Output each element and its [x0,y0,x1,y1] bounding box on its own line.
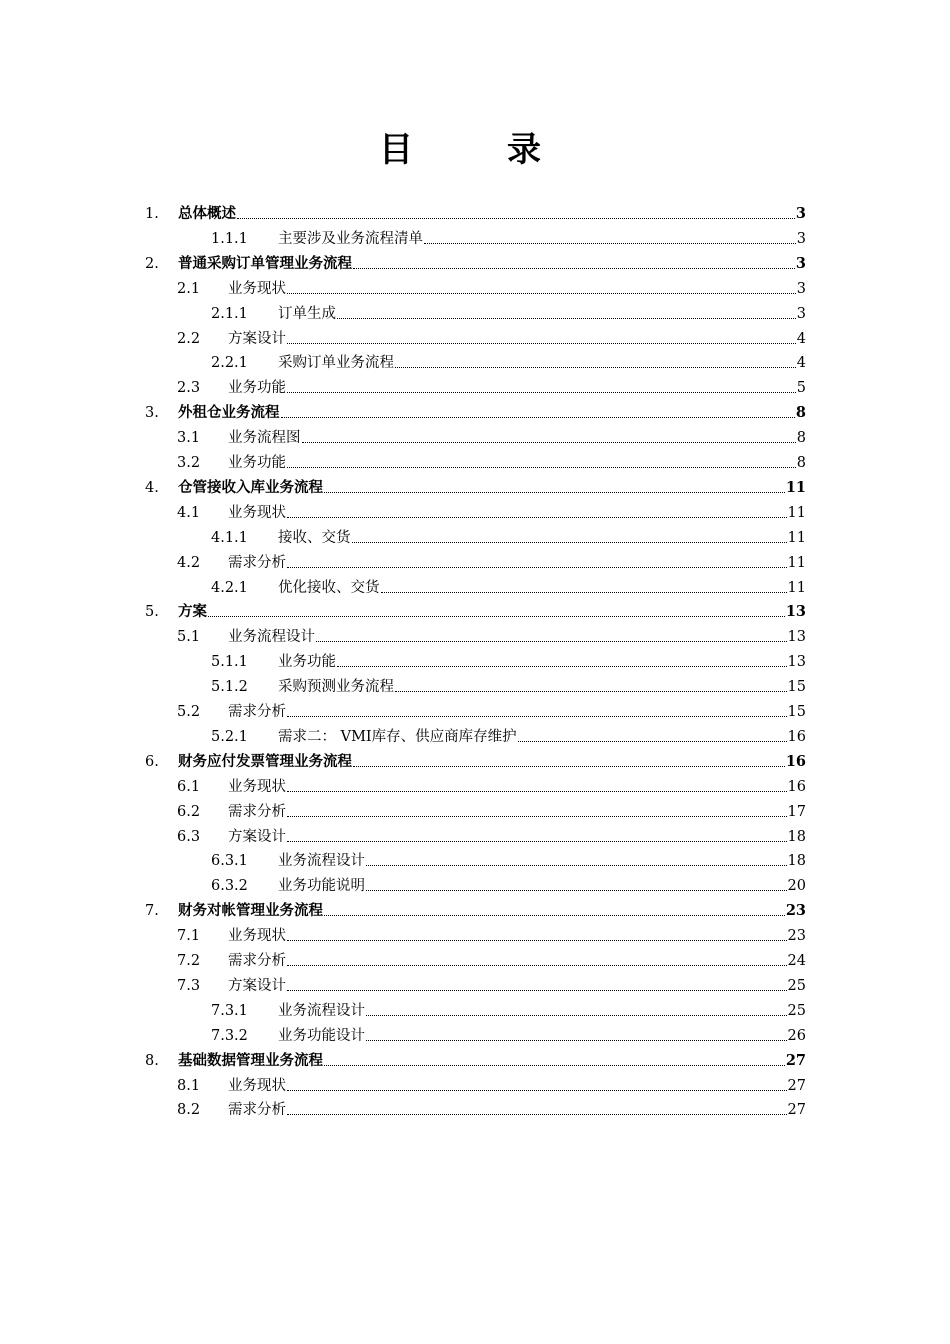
toc-entry[interactable] [211,574,806,598]
toc-entry[interactable] [177,972,806,996]
toc-dot-leader [381,592,787,593]
toc-entry-page: 8 [795,404,806,422]
toc-entry[interactable] [211,673,806,697]
toc-entry-title: 业务功能 [278,654,336,671]
toc-dot-leader [352,542,787,543]
toc-entry-page: 27 [785,1051,806,1069]
toc-entry-title: 普通采购订单管理业务流程 [178,254,352,272]
toc-entry-title: 需求分析 [228,554,286,571]
toc-entry-title: 外租仓业务流程 [178,404,280,422]
toc-entry-title: 业务功能 [228,455,286,471]
toc-entry-number: 3.2 [177,455,201,471]
toc-entry[interactable] [211,1022,806,1046]
toc-entry-page: 27 [787,1077,806,1094]
toc-entry-page: 11 [787,529,806,546]
toc-dot-leader [337,318,796,319]
toc-entry-title: 业务现状 [228,1077,286,1094]
toc-entry[interactable] [145,399,806,423]
toc-entry-number: 1. [145,206,159,222]
toc-entry-title: 业务流程设计 [278,853,365,870]
toc-entry[interactable] [145,1047,806,1071]
toc-entry-number: 3. [145,405,159,422]
toc-entry-title: 方案设计 [228,828,286,845]
toc-entry-number: 2.1 [177,280,201,297]
toc-dot-leader [287,940,787,941]
toc-entry-number: 5.1.1 [211,654,248,671]
toc-entry-page: 20 [787,878,806,895]
toc-entry-title: 方案 [178,603,207,621]
toc-dot-leader [395,367,796,368]
toc-entry[interactable] [177,499,806,523]
toc-dot-leader [287,841,787,842]
toc-entry[interactable] [177,823,806,847]
toc-dot-leader [353,268,795,269]
toc-entry-title: 财务对帐管理业务流程 [178,902,323,920]
toc-entry[interactable] [177,1096,806,1120]
toc-dot-leader [281,417,795,418]
toc-entry-number: 7.3 [177,977,201,994]
toc-entry-number: 5.1.2 [211,679,248,696]
toc-dot-leader [324,915,785,916]
toc-entry-number: 2.1.1 [211,305,248,322]
toc-entry-page: 3 [796,305,806,322]
toc-entry-page: 17 [787,803,806,820]
toc-entry-number: 6.3.2 [211,878,248,895]
toc-entry-page: 18 [787,828,806,845]
toc-entry[interactable] [177,549,806,573]
toc-dot-leader [424,243,796,244]
toc-dot-leader [337,666,787,667]
toc-dot-leader [287,517,787,518]
toc-dot-leader [366,1040,787,1041]
toc-entry-page: 15 [787,704,806,720]
toc-entry-number: 5. [145,604,159,621]
toc-dot-leader [287,1090,787,1091]
toc-entry-title: 业务功能说明 [278,878,365,895]
toc-entry-page: 3 [796,230,806,247]
toc-entry-number: 8. [145,1052,159,1069]
toc-entry[interactable] [211,524,806,548]
toc-entry-page: 8 [796,455,806,471]
toc-entry[interactable] [177,424,806,448]
toc-entry-page: 16 [785,752,806,770]
toc-entry[interactable] [145,474,806,498]
toc-entry[interactable] [145,250,806,274]
toc-entry-page: 11 [787,554,806,571]
toc-dot-leader [287,293,796,294]
toc-entry-page: 25 [787,1002,806,1019]
toc-entry[interactable] [177,374,806,398]
toc-entry-title: 需求分析 [228,953,286,969]
page-title: 目 录 [379,130,571,170]
toc-entry-title: 优化接收、交货 [278,579,380,596]
toc-entry-page: 25 [787,977,806,994]
toc-entry-number: 3.1 [177,430,201,447]
toc-entry[interactable] [211,648,806,672]
toc-entry[interactable] [145,598,806,622]
toc-entry-page: 18 [787,853,806,870]
toc-dot-leader [287,990,787,991]
toc-entry-page: 11 [787,504,806,521]
toc-entry[interactable] [211,847,806,871]
toc-entry[interactable] [211,872,806,896]
toc-entry-title: 财务应付发票管理业务流程 [178,752,352,770]
toc-entry-title: 业务功能设计 [278,1027,365,1044]
toc-entry-page: 4 [796,355,806,372]
toc-entry-number: 2. [145,255,159,272]
toc-entry[interactable] [145,748,806,772]
toc-entry-number: 4.2 [177,554,201,571]
toc-dot-leader [287,1114,787,1115]
toc-entry-number: 7.2 [177,953,201,969]
toc-entry-title: 业务流程设计 [278,1002,365,1019]
toc-entry[interactable] [211,997,806,1021]
toc-entry-page: 15 [787,679,806,696]
toc-entry[interactable] [211,723,806,747]
toc-entry[interactable] [177,698,806,722]
toc-entry-page: 16 [787,728,806,745]
toc-entry-number: 5.2 [177,704,201,720]
toc-entry-page: 16 [787,778,806,795]
toc-entry-page: 8 [796,430,806,447]
toc-entry-title: 业务流程设计 [228,629,315,646]
toc-entry-title: 仓管接收入库业务流程 [178,478,323,496]
toc-dot-leader [287,567,787,568]
toc-entry-title: 订单生成 [278,305,336,322]
toc-entry-number: 8.1 [177,1077,201,1094]
toc-dot-leader [366,865,787,866]
toc-entry[interactable] [211,349,806,373]
toc-entry-number: 7.3.1 [211,1002,248,1019]
toc-entry-page: 3 [795,254,806,272]
toc-entry-title: 需求分析 [228,704,286,720]
toc-entry[interactable] [145,897,806,921]
toc-dot-leader [287,716,787,717]
toc-entry-title: 基础数据管理业务流程 [178,1051,323,1069]
toc-entry[interactable] [177,449,806,473]
toc-entry-title: 采购订单业务流程 [278,355,394,372]
toc-entry-title: 方案设计 [228,330,286,347]
toc-entry[interactable] [211,300,806,324]
toc-entry[interactable] [177,275,806,299]
toc-entry-number: 5.2.1 [211,728,248,745]
toc-entry-number: 7. [145,903,159,920]
toc-entry-title: 业务现状 [228,928,286,945]
toc-entry-page: 26 [787,1027,806,1044]
toc-entry-title: 采购预测业务流程 [278,679,394,696]
toc-entry-number: 2.2.1 [211,355,248,372]
toc-entry-page: 4 [796,330,806,347]
toc-dot-leader [366,890,787,891]
toc-entry-number: 6.2 [177,803,201,820]
toc-entry[interactable] [145,200,806,224]
toc-entry-number: 6.1 [177,778,201,795]
toc-dot-leader [287,343,796,344]
toc-entry-page: 5 [796,380,806,397]
toc-entry-title: 主要涉及业务流程清单 [278,230,423,247]
toc-entry-number: 6.3 [177,828,201,845]
toc-entry[interactable] [177,922,806,946]
toc-dot-leader [208,616,785,617]
toc-entry-number: 4.1 [177,504,201,521]
toc-entry-page: 23 [785,902,806,920]
toc-entry-number: 5.1 [177,629,201,646]
toc-dot-leader [287,965,787,966]
toc-entry-page: 13 [787,654,806,671]
toc-dot-leader [353,766,785,767]
toc-entry-title: 业务流程图 [228,430,301,447]
toc-entry-page: 3 [795,205,806,222]
toc-entry-title: 接收、交货 [278,529,351,546]
toc-entry-number: 7.3.2 [211,1027,248,1044]
toc-entry-page: 13 [785,603,806,621]
toc-entry-title: 业务现状 [228,504,286,521]
toc-dot-leader [287,816,787,817]
toc-dot-leader [287,467,796,468]
toc-entry-number: 2.2 [177,330,201,347]
toc-entry-title: 业务现状 [228,280,286,297]
toc-dot-leader [287,392,796,393]
toc-entry[interactable] [177,1072,806,1096]
toc-entry[interactable] [177,623,806,647]
toc-entry[interactable] [211,225,806,249]
toc-dot-leader [316,641,787,642]
toc-entry-number: 6. [145,753,159,770]
toc-entry-number: 4.1.1 [211,529,248,546]
toc-entry-number: 7.1 [177,928,201,945]
toc-entry-page: 13 [787,629,806,646]
toc-entry-number: 4. [145,479,159,496]
toc-dot-leader [237,218,795,219]
toc-entry-title: 需求分析 [228,803,286,820]
toc-dot-leader [324,1065,785,1066]
toc-entry-page: 23 [787,928,806,945]
toc-entry-page: 3 [796,280,806,297]
toc-entry[interactable] [177,773,806,797]
toc-entry-number: 8.2 [177,1102,201,1119]
toc-entry-title: 需求二： VMI库存、供应商库存维护 [278,728,517,745]
toc-dot-leader [366,1015,787,1016]
toc-entry-number: 6.3.1 [211,853,248,870]
toc-entry-title: 方案设计 [228,977,286,994]
toc-entry-title: 需求分析 [228,1102,286,1119]
toc-entry-number: 1.1.1 [211,230,248,247]
toc-entry-page: 11 [785,478,806,496]
toc-dot-leader [518,741,787,742]
toc-dot-leader [287,791,787,792]
toc-entry-title: 总体概述 [178,205,236,222]
toc-entry[interactable] [177,325,806,349]
toc-entry-page: 24 [787,953,806,969]
toc-dot-leader [302,442,796,443]
toc-entry[interactable] [177,798,806,822]
toc-dot-leader [324,492,785,493]
toc-dot-leader [395,691,787,692]
toc-entry-title: 业务功能 [228,380,286,397]
toc-entry[interactable] [177,947,806,971]
toc-entry-number: 2.3 [177,380,201,397]
toc-entry-page: 27 [787,1102,806,1119]
toc-entry-number: 4.2.1 [211,579,248,596]
toc-entry-title: 业务现状 [228,778,286,795]
toc-entry-page: 11 [787,579,806,596]
